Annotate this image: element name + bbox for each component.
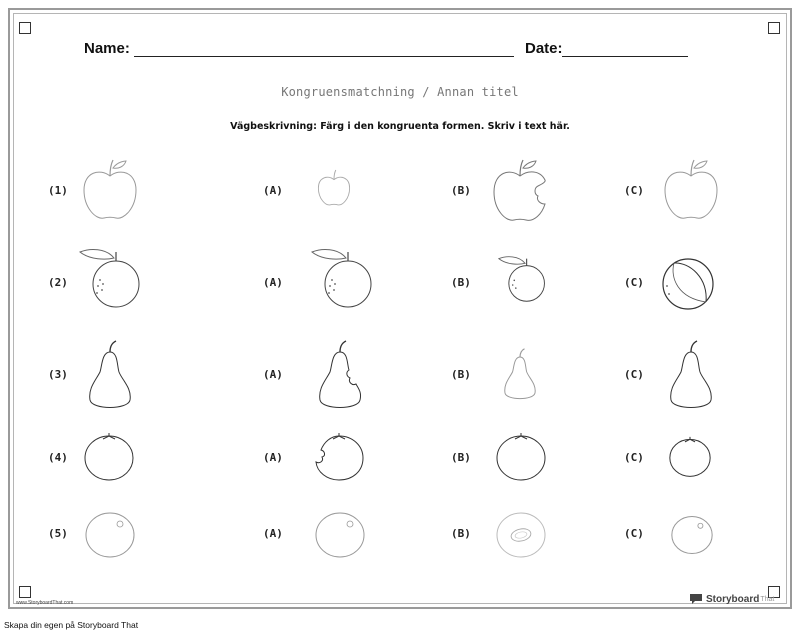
worksheet-title: Kongruensmatchning / Annan titel bbox=[281, 85, 519, 99]
row-4-option-c-small-tomato-icon[interactable] bbox=[668, 436, 712, 478]
row-4-option-a-bitten-tomato-icon[interactable] bbox=[313, 432, 365, 482]
date-line[interactable] bbox=[562, 56, 688, 57]
row-1-option-c-label: (C) bbox=[624, 184, 644, 197]
row-3-pear-icon[interactable] bbox=[86, 340, 134, 412]
row-3-option-a-bitten-pear-icon[interactable] bbox=[316, 340, 364, 412]
row-1-option-a-label: (A) bbox=[263, 184, 283, 197]
row-number-4: (4) bbox=[48, 451, 68, 464]
row-3-option-c-pear-icon[interactable] bbox=[667, 340, 715, 412]
corner-marker-top-left bbox=[19, 22, 31, 34]
storyboard-logo[interactable] bbox=[689, 592, 774, 606]
row-number-3: (3) bbox=[48, 368, 68, 381]
row-2-orange-icon[interactable] bbox=[78, 246, 142, 308]
row-1-option-a-small-apple-icon[interactable] bbox=[316, 168, 352, 208]
row-number-2: (2) bbox=[48, 276, 68, 289]
row-4-option-b-label: (B) bbox=[451, 451, 471, 464]
row-1-apple-icon[interactable] bbox=[80, 158, 140, 222]
row-1-option-b-bitten-apple-icon[interactable] bbox=[490, 158, 552, 224]
row-4-option-a-label: (A) bbox=[263, 451, 283, 464]
corner-marker-bottom-left bbox=[19, 586, 31, 598]
footer-link[interactable]: Skapa din egen på Storyboard That bbox=[4, 620, 139, 630]
row-2-option-a-label: (A) bbox=[263, 276, 283, 289]
row-2-option-a-orange-icon[interactable] bbox=[310, 246, 374, 308]
row-number-5: (5) bbox=[48, 527, 68, 540]
row-3-option-b-small-pear-icon[interactable] bbox=[502, 348, 538, 402]
row-5-option-a-round-fruit-icon[interactable] bbox=[314, 510, 366, 560]
row-1-option-b-label: (B) bbox=[451, 184, 471, 197]
logo-text: Storyboard bbox=[706, 593, 760, 605]
row-3-option-c-label: (C) bbox=[624, 368, 644, 381]
row-4-option-b-tomato-icon[interactable] bbox=[495, 432, 547, 482]
name-label: Name: bbox=[84, 40, 130, 57]
row-2-option-b-small-orange-icon[interactable] bbox=[497, 254, 547, 302]
storyboard-logo-icon bbox=[689, 593, 703, 605]
date-label: Date: bbox=[525, 40, 563, 57]
row-3-option-b-label: (B) bbox=[451, 368, 471, 381]
logo-tld: That bbox=[760, 595, 775, 603]
name-line[interactable] bbox=[134, 56, 514, 57]
row-2-option-c-half-orange-icon[interactable] bbox=[660, 256, 716, 312]
row-2-option-b-label: (B) bbox=[451, 276, 471, 289]
row-2-option-c-label: (C) bbox=[624, 276, 644, 289]
row-number-1: (1) bbox=[48, 184, 68, 197]
row-1-option-c-apple-icon[interactable] bbox=[661, 158, 721, 222]
row-5-option-c-small-round-fruit-icon[interactable] bbox=[670, 514, 714, 556]
row-5-option-b-sliced-fruit-icon[interactable] bbox=[495, 510, 547, 560]
directions-text: Vägbeskrivning: Färg i den kongruenta formen. Skriv i text här. bbox=[230, 121, 570, 132]
row-5-round-fruit-icon[interactable] bbox=[84, 510, 136, 560]
row-3-option-a-label: (A) bbox=[263, 368, 283, 381]
row-4-option-c-label: (C) bbox=[624, 451, 644, 464]
row-5-option-c-label: (C) bbox=[624, 527, 644, 540]
watermark-url: www.StoryboardThat.com bbox=[16, 600, 74, 606]
row-5-option-b-label: (B) bbox=[451, 527, 471, 540]
corner-marker-top-right bbox=[768, 22, 780, 34]
row-5-option-a-label: (A) bbox=[263, 527, 283, 540]
row-4-tomato-icon[interactable] bbox=[83, 432, 135, 482]
